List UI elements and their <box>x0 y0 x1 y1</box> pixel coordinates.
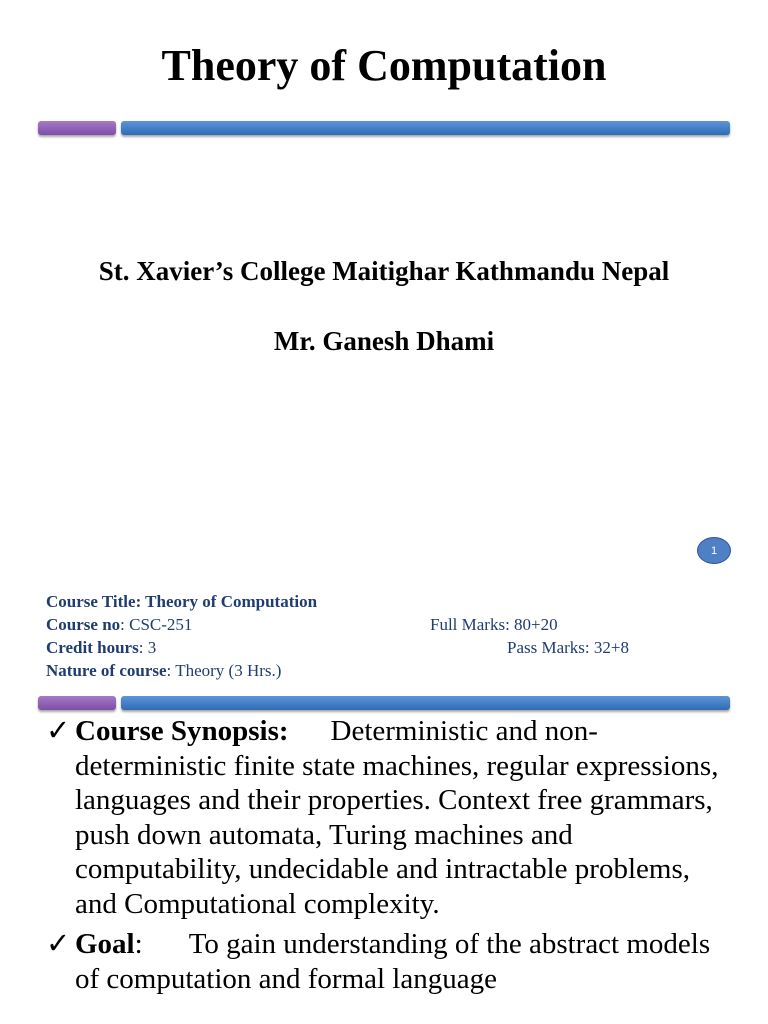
title-divider <box>121 121 730 135</box>
nature-value: : Theory (3 Hrs.) <box>166 661 282 680</box>
course-title: Course Title: Theory of Computation <box>46 592 318 611</box>
course-no-line <box>46 613 192 636</box>
page-number-badge <box>697 537 731 564</box>
page-number: 1 <box>710 544 718 557</box>
bullet-course-synopsis <box>44 714 734 921</box>
course-no-value: : CSC-251 <box>120 615 193 634</box>
nature-line <box>46 659 281 682</box>
bullet-heading: Course Synopsis: <box>75 715 289 747</box>
checkmark-icon: ✓ <box>46 928 71 960</box>
checkmark-icon: ✓ <box>46 715 71 747</box>
bullet-goal: ✓ Goal: To gain understanding of the abstract models of computation and formal language <box>46 928 711 995</box>
bullet-heading: Goal <box>75 928 135 960</box>
bullet-text: Deterministic and non-deterministic finite state machines, regular expressions, languages and their properties. Context free grammars, push down automata, Turing machines and computability, undecidable and intractable problems, and Computational complexity. <box>75 715 719 920</box>
slide-title: Theory of Computation <box>161 41 607 90</box>
credit-hours-line <box>46 636 156 659</box>
full-marks: Full Marks: 80+20 <box>430 615 558 634</box>
content-divider-accent <box>38 696 116 710</box>
bullet-list <box>44 714 734 996</box>
bullet-text: To gain understanding of the abstract models of computation and formal language <box>75 928 711 995</box>
presenter-name: Mr. Ganesh Dhami <box>273 326 495 356</box>
title-divider-accent <box>38 121 116 135</box>
credit-hours-label: Credit hours <box>46 638 139 657</box>
course-title-line <box>46 590 317 613</box>
course-no-label: Course no <box>46 615 121 634</box>
pass-marks: Pass Marks: 32+8 <box>507 638 629 657</box>
credit-hours-value: : 3 <box>138 638 157 657</box>
institution-name: St. Xavier’s College Maitighar Kathmandu Nepal <box>98 256 670 286</box>
nature-label: Nature of course <box>46 661 167 680</box>
content-divider <box>121 696 730 710</box>
